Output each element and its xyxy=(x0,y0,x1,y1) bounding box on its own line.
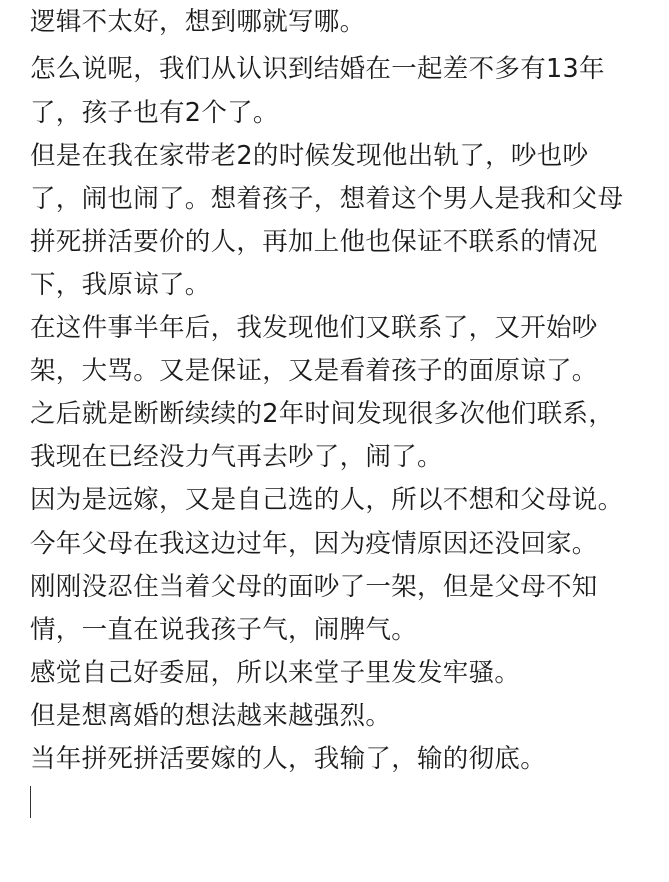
text-line-7: 下，我原谅了。 xyxy=(30,270,211,300)
text-line-9: 架，大骂。又是保证，又是看着孩子的面原谅了。 xyxy=(30,356,598,386)
text-line-14: 刚刚没忍住当着父母的面吵了一架，但是父母不知 xyxy=(30,572,598,602)
text-line-15: 情，一直在说我孩子气，闹脾气。 xyxy=(30,615,418,645)
text-line-1: 逻辑不太好，想到哪就写哪。 xyxy=(30,7,366,37)
text-line-6: 拼死拼活要价的人，再加上他也保证不联系的情况 xyxy=(30,227,598,257)
text-line-16: 感觉自己好委屈，所以来堂子里发发牢骚。 xyxy=(30,658,521,688)
text-line-11: 我现在已经没力气再去吵了，闹了。 xyxy=(30,442,443,472)
text-editor[interactable] xyxy=(30,0,669,882)
text-line-12: 因为是远嫁，又是自己选的人，所以不想和父母说。 xyxy=(30,485,624,515)
text-line-18: 当年拼死拼活要嫁的人，我输了，输的彻底。 xyxy=(30,744,547,774)
text-line-13: 今年父母在我这边过年，因为疫情原因还没回家。 xyxy=(30,529,598,559)
text-line-10: 之后就是断断续续的2年时间发现很多次他们联系， xyxy=(30,399,615,429)
text-line-17: 但是想离婚的想法越来越强烈。 xyxy=(30,701,392,731)
text-line-8: 在这件事半年后，我发现他们又联系了，又开始吵 xyxy=(30,313,598,343)
text-cursor xyxy=(30,786,31,818)
text-line-3: 了，孩子也有2个了。 xyxy=(30,98,279,128)
text-line-5: 了，闹也闹了。想着孩子，想着这个男人是我和父母 xyxy=(30,184,624,214)
text-line-2: 怎么说呢，我们从认识到结婚在一起差不多有13年 xyxy=(30,54,605,84)
text-line-4: 但是在我在家带老2的时候发现他出轨了，吵也吵 xyxy=(30,141,589,171)
